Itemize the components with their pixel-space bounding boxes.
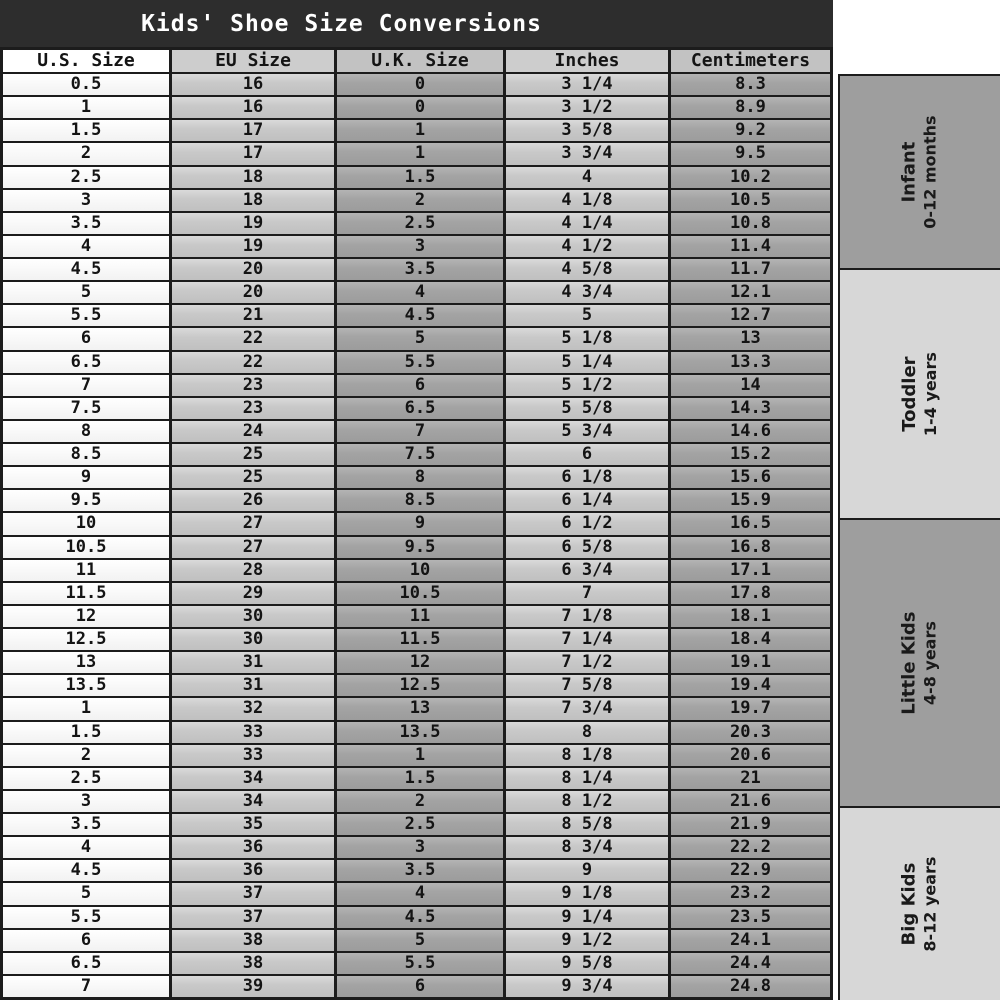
column-header-eu-size: EU Size bbox=[172, 50, 334, 72]
cell-u-k-size: 2.5 bbox=[337, 814, 503, 835]
cell-inches: 5 1/2 bbox=[506, 375, 668, 396]
cell-eu-size: 27 bbox=[172, 513, 334, 534]
cell-centimeters: 18.4 bbox=[671, 629, 830, 650]
cell-u-k-size: 7.5 bbox=[337, 444, 503, 465]
cell-eu-size: 34 bbox=[172, 791, 334, 812]
cell-u-k-size: 3 bbox=[337, 837, 503, 858]
cell-u-k-size: 0 bbox=[337, 74, 503, 95]
cell-u-s-size: 10.5 bbox=[3, 537, 169, 558]
cell-u-s-size: 13 bbox=[3, 652, 169, 673]
cell-eu-size: 22 bbox=[172, 352, 334, 373]
cell-inches: 7 1/4 bbox=[506, 629, 668, 650]
cell-u-s-size: 7 bbox=[3, 375, 169, 396]
cell-u-k-size: 0 bbox=[337, 97, 503, 118]
cell-inches: 4 1/8 bbox=[506, 190, 668, 211]
age-group-range: 8-12 years bbox=[921, 856, 941, 952]
title-bar bbox=[0, 0, 833, 47]
cell-eu-size: 26 bbox=[172, 490, 334, 511]
cell-u-s-size: 4.5 bbox=[3, 259, 169, 280]
cell-centimeters: 23.2 bbox=[671, 883, 830, 904]
cell-u-k-size: 2 bbox=[337, 190, 503, 211]
cell-inches: 6 3/4 bbox=[506, 560, 668, 581]
cell-u-k-size: 5 bbox=[337, 930, 503, 951]
cell-u-k-size: 1 bbox=[337, 143, 503, 164]
cell-u-k-size: 6.5 bbox=[337, 398, 503, 419]
age-group-range: 0-12 months bbox=[921, 115, 941, 229]
cell-u-s-size: 5.5 bbox=[3, 907, 169, 928]
age-group-toddler bbox=[838, 268, 1000, 518]
cell-u-k-size: 2.5 bbox=[337, 213, 503, 234]
cell-u-k-size: 4 bbox=[337, 282, 503, 303]
cell-u-s-size: 8.5 bbox=[3, 444, 169, 465]
cell-centimeters: 11.4 bbox=[671, 236, 830, 257]
cell-u-s-size: 6.5 bbox=[3, 953, 169, 974]
cell-u-s-size: 1.5 bbox=[3, 722, 169, 743]
cell-u-s-size: 6 bbox=[3, 930, 169, 951]
cell-centimeters: 19.4 bbox=[671, 675, 830, 696]
cell-inches: 4 1/2 bbox=[506, 236, 668, 257]
age-group-name: Big Kids bbox=[898, 862, 920, 946]
cell-u-s-size: 2.5 bbox=[3, 768, 169, 789]
cell-u-s-size: 5 bbox=[3, 883, 169, 904]
cell-centimeters: 10.2 bbox=[671, 167, 830, 188]
age-sidebar bbox=[838, 74, 1000, 1000]
cell-u-s-size: 2 bbox=[3, 143, 169, 164]
cell-u-k-size: 5.5 bbox=[337, 352, 503, 373]
cell-eu-size: 19 bbox=[172, 236, 334, 257]
cell-u-s-size: 3 bbox=[3, 190, 169, 211]
cell-centimeters: 12.1 bbox=[671, 282, 830, 303]
column-header-us-size: U.S. Size bbox=[3, 50, 169, 72]
cell-centimeters: 9.5 bbox=[671, 143, 830, 164]
cell-u-k-size: 3.5 bbox=[337, 860, 503, 881]
cell-u-s-size: 4.5 bbox=[3, 860, 169, 881]
cell-inches: 5 3/4 bbox=[506, 421, 668, 442]
column-header-inches: Inches bbox=[506, 50, 668, 72]
age-group-name: Infant bbox=[898, 141, 920, 203]
cell-eu-size: 33 bbox=[172, 745, 334, 766]
cell-inches: 3 1/2 bbox=[506, 97, 668, 118]
cell-u-s-size: 7.5 bbox=[3, 398, 169, 419]
cell-centimeters: 10.8 bbox=[671, 213, 830, 234]
cell-u-s-size: 1.5 bbox=[3, 120, 169, 141]
age-group-infant bbox=[838, 74, 1000, 268]
page-title: Kids' Shoe Size Conversions bbox=[141, 10, 542, 37]
cell-centimeters: 14.6 bbox=[671, 421, 830, 442]
cell-inches: 9 1/8 bbox=[506, 883, 668, 904]
age-group-label bbox=[898, 352, 942, 436]
cell-centimeters: 20.3 bbox=[671, 722, 830, 743]
cell-u-k-size: 1 bbox=[337, 120, 503, 141]
cell-u-s-size: 0.5 bbox=[3, 74, 169, 95]
cell-eu-size: 39 bbox=[172, 976, 334, 997]
cell-eu-size: 36 bbox=[172, 860, 334, 881]
cell-eu-size: 18 bbox=[172, 190, 334, 211]
cell-centimeters: 24.8 bbox=[671, 976, 830, 997]
cell-centimeters: 14.3 bbox=[671, 398, 830, 419]
cell-inches: 8 1/8 bbox=[506, 745, 668, 766]
cell-eu-size: 18 bbox=[172, 167, 334, 188]
cell-eu-size: 23 bbox=[172, 398, 334, 419]
cell-centimeters: 17.8 bbox=[671, 583, 830, 604]
cell-u-s-size: 11 bbox=[3, 560, 169, 581]
cell-centimeters: 11.7 bbox=[671, 259, 830, 280]
cell-eu-size: 25 bbox=[172, 467, 334, 488]
cell-u-k-size: 8 bbox=[337, 467, 503, 488]
cell-u-s-size: 2 bbox=[3, 745, 169, 766]
cell-eu-size: 27 bbox=[172, 537, 334, 558]
cell-u-s-size: 4 bbox=[3, 837, 169, 858]
cell-centimeters: 19.1 bbox=[671, 652, 830, 673]
cell-centimeters: 13 bbox=[671, 328, 830, 349]
cell-eu-size: 22 bbox=[172, 328, 334, 349]
cell-eu-size: 33 bbox=[172, 722, 334, 743]
cell-centimeters: 20.6 bbox=[671, 745, 830, 766]
cell-centimeters: 8.3 bbox=[671, 74, 830, 95]
cell-u-k-size: 2 bbox=[337, 791, 503, 812]
cell-u-k-size: 11.5 bbox=[337, 629, 503, 650]
cell-u-s-size: 9 bbox=[3, 467, 169, 488]
cell-u-k-size: 4 bbox=[337, 883, 503, 904]
cell-inches: 5 bbox=[506, 305, 668, 326]
cell-centimeters: 10.5 bbox=[671, 190, 830, 211]
cell-inches: 9 5/8 bbox=[506, 953, 668, 974]
cell-inches: 7 1/2 bbox=[506, 652, 668, 673]
cell-u-k-size: 5 bbox=[337, 328, 503, 349]
cell-centimeters: 16.8 bbox=[671, 537, 830, 558]
age-group-range: 4-8 years bbox=[921, 621, 941, 705]
cell-u-k-size: 12.5 bbox=[337, 675, 503, 696]
cell-u-k-size: 3 bbox=[337, 236, 503, 257]
cell-inches: 3 3/4 bbox=[506, 143, 668, 164]
cell-u-s-size: 12 bbox=[3, 606, 169, 627]
cell-u-k-size: 4.5 bbox=[337, 907, 503, 928]
cell-u-s-size: 11.5 bbox=[3, 583, 169, 604]
cell-centimeters: 15.9 bbox=[671, 490, 830, 511]
cell-centimeters: 16.5 bbox=[671, 513, 830, 534]
cell-eu-size: 35 bbox=[172, 814, 334, 835]
cell-centimeters: 18.1 bbox=[671, 606, 830, 627]
cell-centimeters: 12.7 bbox=[671, 305, 830, 326]
cell-inches: 4 bbox=[506, 167, 668, 188]
cell-u-k-size: 9 bbox=[337, 513, 503, 534]
cell-u-k-size: 3.5 bbox=[337, 259, 503, 280]
cell-inches: 4 1/4 bbox=[506, 213, 668, 234]
cell-u-k-size: 13.5 bbox=[337, 722, 503, 743]
cell-inches: 6 bbox=[506, 444, 668, 465]
cell-centimeters: 21.9 bbox=[671, 814, 830, 835]
age-group-range: 1-4 years bbox=[921, 352, 941, 437]
cell-u-k-size: 13 bbox=[337, 698, 503, 719]
cell-u-s-size: 6.5 bbox=[3, 352, 169, 373]
cell-eu-size: 28 bbox=[172, 560, 334, 581]
cell-u-s-size: 7 bbox=[3, 976, 169, 997]
cell-inches: 9 1/2 bbox=[506, 930, 668, 951]
cell-u-s-size: 5.5 bbox=[3, 305, 169, 326]
cell-u-k-size: 9.5 bbox=[337, 537, 503, 558]
cell-u-s-size: 10 bbox=[3, 513, 169, 534]
cell-centimeters: 13.3 bbox=[671, 352, 830, 373]
cell-eu-size: 20 bbox=[172, 282, 334, 303]
cell-centimeters: 22.2 bbox=[671, 837, 830, 858]
cell-u-k-size: 10 bbox=[337, 560, 503, 581]
cell-centimeters: 15.6 bbox=[671, 467, 830, 488]
cell-u-k-size: 5.5 bbox=[337, 953, 503, 974]
cell-u-s-size: 3.5 bbox=[3, 814, 169, 835]
cell-u-s-size: 8 bbox=[3, 421, 169, 442]
column-header-uk-size: U.K. Size bbox=[337, 50, 503, 72]
cell-eu-size: 32 bbox=[172, 698, 334, 719]
cell-eu-size: 19 bbox=[172, 213, 334, 234]
cell-inches: 4 3/4 bbox=[506, 282, 668, 303]
age-group-label bbox=[898, 611, 942, 714]
cell-inches: 3 5/8 bbox=[506, 120, 668, 141]
cell-eu-size: 16 bbox=[172, 97, 334, 118]
cell-inches: 7 3/4 bbox=[506, 698, 668, 719]
cell-u-s-size: 3 bbox=[3, 791, 169, 812]
cell-u-s-size: 9.5 bbox=[3, 490, 169, 511]
cell-inches: 9 3/4 bbox=[506, 976, 668, 997]
cell-centimeters: 24.4 bbox=[671, 953, 830, 974]
cell-eu-size: 21 bbox=[172, 305, 334, 326]
cell-centimeters: 8.9 bbox=[671, 97, 830, 118]
cell-inches: 8 5/8 bbox=[506, 814, 668, 835]
cell-inches: 4 5/8 bbox=[506, 259, 668, 280]
cell-centimeters: 24.1 bbox=[671, 930, 830, 951]
cell-eu-size: 37 bbox=[172, 883, 334, 904]
cell-eu-size: 38 bbox=[172, 953, 334, 974]
cell-eu-size: 17 bbox=[172, 120, 334, 141]
cell-u-k-size: 4.5 bbox=[337, 305, 503, 326]
cell-inches: 5 5/8 bbox=[506, 398, 668, 419]
cell-eu-size: 30 bbox=[172, 606, 334, 627]
cell-eu-size: 34 bbox=[172, 768, 334, 789]
cell-eu-size: 36 bbox=[172, 837, 334, 858]
cell-inches: 9 1/4 bbox=[506, 907, 668, 928]
cell-inches: 6 1/2 bbox=[506, 513, 668, 534]
cell-inches: 6 5/8 bbox=[506, 537, 668, 558]
cell-eu-size: 17 bbox=[172, 143, 334, 164]
cell-u-k-size: 8.5 bbox=[337, 490, 503, 511]
cell-u-s-size: 5 bbox=[3, 282, 169, 303]
cell-u-s-size: 13.5 bbox=[3, 675, 169, 696]
cell-inches: 7 bbox=[506, 583, 668, 604]
cell-centimeters: 9.2 bbox=[671, 120, 830, 141]
age-group-label bbox=[898, 856, 942, 951]
cell-centimeters: 15.2 bbox=[671, 444, 830, 465]
age-group-name: Toddler bbox=[898, 356, 920, 433]
cell-inches: 5 1/4 bbox=[506, 352, 668, 373]
cell-u-s-size: 6 bbox=[3, 328, 169, 349]
cell-eu-size: 31 bbox=[172, 652, 334, 673]
cell-u-s-size: 1 bbox=[3, 698, 169, 719]
cell-inches: 8 1/2 bbox=[506, 791, 668, 812]
cell-eu-size: 16 bbox=[172, 74, 334, 95]
cell-u-k-size: 6 bbox=[337, 976, 503, 997]
size-table bbox=[0, 47, 833, 1000]
cell-u-k-size: 6 bbox=[337, 375, 503, 396]
cell-centimeters: 17.1 bbox=[671, 560, 830, 581]
cell-eu-size: 24 bbox=[172, 421, 334, 442]
cell-centimeters: 23.5 bbox=[671, 907, 830, 928]
cell-u-s-size: 1 bbox=[3, 97, 169, 118]
age-group-little-kids bbox=[838, 518, 1000, 805]
cell-inches: 7 1/8 bbox=[506, 606, 668, 627]
column-header-centimeters: Centimeters bbox=[671, 50, 830, 72]
cell-eu-size: 20 bbox=[172, 259, 334, 280]
cell-u-k-size: 7 bbox=[337, 421, 503, 442]
cell-eu-size: 38 bbox=[172, 930, 334, 951]
age-group-label bbox=[898, 116, 942, 229]
cell-u-s-size: 2.5 bbox=[3, 167, 169, 188]
cell-inches: 8 1/4 bbox=[506, 768, 668, 789]
cell-u-k-size: 1.5 bbox=[337, 768, 503, 789]
cell-u-k-size: 12 bbox=[337, 652, 503, 673]
cell-eu-size: 37 bbox=[172, 907, 334, 928]
cell-inches: 6 1/4 bbox=[506, 490, 668, 511]
cell-eu-size: 29 bbox=[172, 583, 334, 604]
cell-centimeters: 21 bbox=[671, 768, 830, 789]
cell-u-k-size: 1 bbox=[337, 745, 503, 766]
cell-u-k-size: 10.5 bbox=[337, 583, 503, 604]
cell-inches: 9 bbox=[506, 860, 668, 881]
cell-eu-size: 31 bbox=[172, 675, 334, 696]
cell-inches: 8 bbox=[506, 722, 668, 743]
cell-inches: 8 3/4 bbox=[506, 837, 668, 858]
cell-u-k-size: 1.5 bbox=[337, 167, 503, 188]
cell-centimeters: 21.6 bbox=[671, 791, 830, 812]
cell-eu-size: 23 bbox=[172, 375, 334, 396]
cell-eu-size: 25 bbox=[172, 444, 334, 465]
cell-centimeters: 19.7 bbox=[671, 698, 830, 719]
cell-inches: 6 1/8 bbox=[506, 467, 668, 488]
cell-inches: 3 1/4 bbox=[506, 74, 668, 95]
cell-inches: 5 1/8 bbox=[506, 328, 668, 349]
age-group-big-kids bbox=[838, 806, 1000, 1000]
cell-u-s-size: 12.5 bbox=[3, 629, 169, 650]
cell-inches: 7 5/8 bbox=[506, 675, 668, 696]
age-group-name: Little Kids bbox=[898, 611, 920, 715]
cell-centimeters: 22.9 bbox=[671, 860, 830, 881]
cell-centimeters: 14 bbox=[671, 375, 830, 396]
cell-eu-size: 30 bbox=[172, 629, 334, 650]
cell-u-k-size: 11 bbox=[337, 606, 503, 627]
cell-u-s-size: 3.5 bbox=[3, 213, 169, 234]
cell-u-s-size: 4 bbox=[3, 236, 169, 257]
